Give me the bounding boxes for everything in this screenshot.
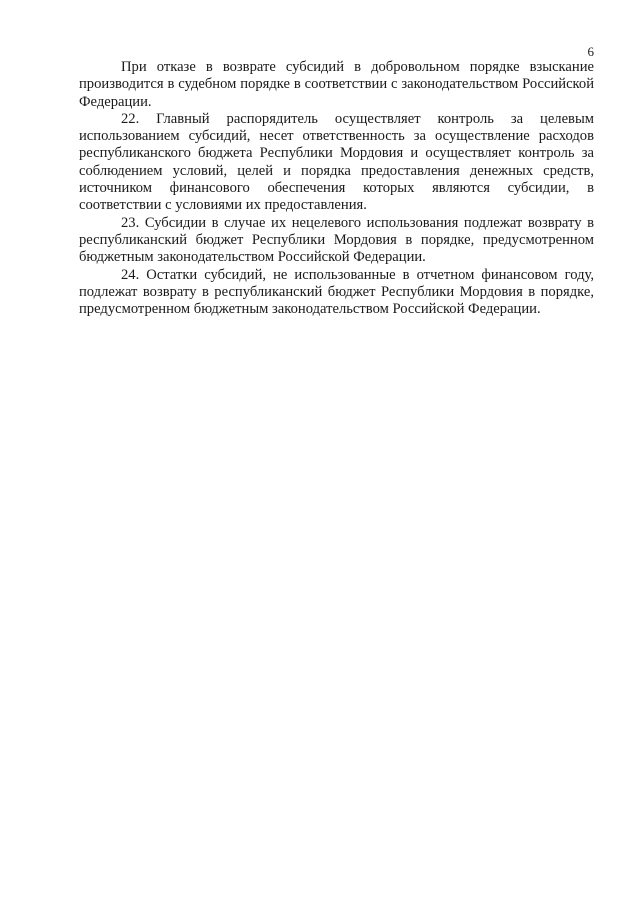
- paragraph-refund-enforcement: При отказе в возврате субсидий в добровольном порядке взыскание производится в судебном порядке в соответствии с законодательством Российской Федерации.: [79, 59, 594, 110]
- paragraph-23-misuse-refund: 23. Субсидии в случае их нецелевого использования подлежат возврату в республиканский бюджет Республики Мордовия в порядке, предусмотренном бюджетным законодательством Российской Федерации.: [79, 214, 594, 266]
- paragraph-24-unused-balances: 24. Остатки субсидий, не использованные в отчетном финансовом году, подлежат возврату в республиканский бюджет Республики Мордовия в порядке, предусмотренном бюджетным законодательством Российской Федерации.: [79, 266, 594, 318]
- page-number: 6: [587, 44, 594, 59]
- paragraph-22-control: 22. Главный распорядитель осуществляет контроль за целевым использованием субсидий, несет ответственность за осуществление расходов республиканского бюджета Республики Мордовия и осуществляет контроль за соблюдением условий, целей и порядка предоставления денежных средств, источником финансового обеспечения которых являются субсидии, в соответствии с условиями их предоставления.: [79, 110, 594, 214]
- document-body: [79, 59, 594, 318]
